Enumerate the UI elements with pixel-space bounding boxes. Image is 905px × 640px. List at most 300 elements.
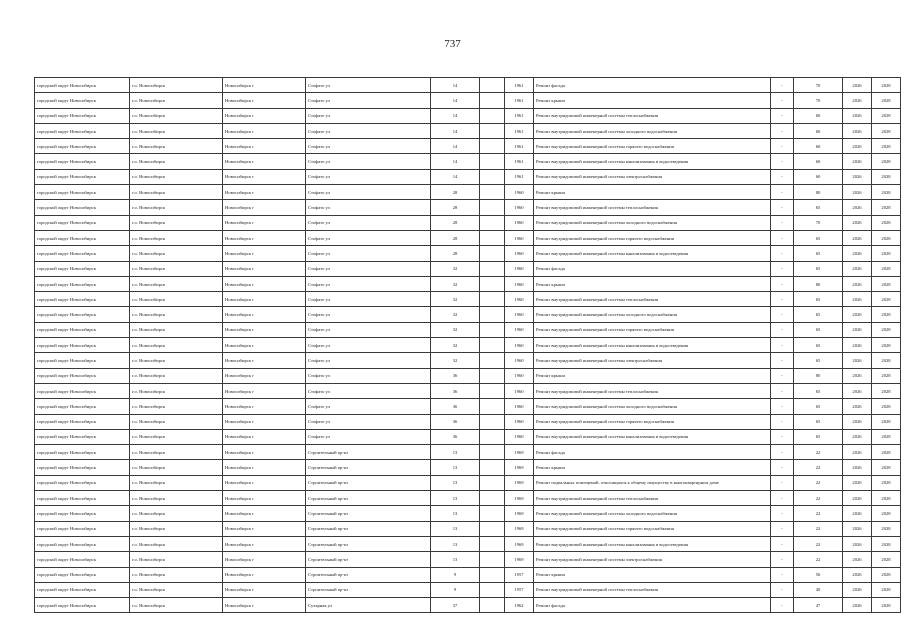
cell-settlement: Новосибирск г [223, 215, 306, 230]
table-row [35, 307, 901, 322]
cell-work-type: Ремонт внутридомовой инженерной системы теплоснабжения [534, 582, 771, 597]
cell-okrug: городской округ Новосибирск [35, 582, 130, 597]
cell-okrug: городской округ Новосибирск [35, 445, 130, 460]
cell-work-type: Ремонт крыши [534, 368, 771, 383]
cell-letter [480, 169, 505, 184]
cell-work-type: Ремонт крыши [534, 276, 771, 291]
cell-wear-percent: 65 [794, 292, 843, 307]
cell-okrug: городской округ Новосибирск [35, 123, 130, 138]
cell-settlement: Новосибирск г [223, 78, 306, 93]
cell-work-type: Ремонт внутридомовой инженерной системы горячего водоснабжения [534, 521, 771, 536]
cell-wear-percent: 65 [794, 261, 843, 276]
cell-build-year: 1957 [505, 567, 534, 582]
cell-street: Стофато ул [306, 123, 431, 138]
cell-street: Сухарная ул [306, 598, 431, 613]
cell-end-year: 2028 [872, 429, 901, 444]
cell-work-type: Ремонт крыши [534, 185, 771, 200]
cell-settlement: Новосибирск г [223, 322, 306, 337]
table-row [35, 246, 901, 261]
cell-city-district: г.о. Новосибирск [130, 399, 223, 414]
cell-okrug: городской округ Новосибирск [35, 322, 130, 337]
cell-dash: - [771, 506, 794, 521]
cell-okrug: городской округ Новосибирск [35, 491, 130, 506]
cell-settlement: Новосибирск г [223, 521, 306, 536]
cell-city-district: г.о. Новосибирск [130, 276, 223, 291]
cell-settlement: Новосибирск г [223, 552, 306, 567]
cell-letter [480, 123, 505, 138]
cell-start-year: 2026 [843, 598, 872, 613]
cell-settlement: Новосибирск г [223, 414, 306, 429]
cell-okrug: городской округ Новосибирск [35, 383, 130, 398]
table-row [35, 154, 901, 169]
cell-house-number: 14 [431, 139, 480, 154]
cell-work-type: Ремонт внутридомовой инженерной системы холодного водоснабжения [534, 123, 771, 138]
cell-house-number: 13 [431, 445, 480, 460]
cell-end-year: 2028 [872, 414, 901, 429]
cell-build-year: 1960 [505, 383, 534, 398]
cell-end-year: 2028 [872, 506, 901, 521]
table-row [35, 215, 901, 230]
cell-dash: - [771, 598, 794, 613]
cell-work-type: Ремонт внутридомовой инженерной системы канализования и водоотведения [534, 536, 771, 551]
cell-work-type: Ремонт фасада [534, 445, 771, 460]
cell-street: Стофато ул [306, 429, 431, 444]
cell-house-number: 28 [431, 185, 480, 200]
cell-end-year: 2028 [872, 169, 901, 184]
cell-okrug: городской округ Новосибирск [35, 108, 130, 123]
cell-settlement: Новосибирск г [223, 108, 306, 123]
cell-end-year: 2028 [872, 353, 901, 368]
cell-letter [480, 582, 505, 597]
cell-okrug: городской округ Новосибирск [35, 215, 130, 230]
cell-letter [480, 185, 505, 200]
cell-okrug: городской округ Новосибирск [35, 429, 130, 444]
table-row [35, 292, 901, 307]
cell-city-district: г.о. Новосибирск [130, 154, 223, 169]
cell-city-district: г.о. Новосибирск [130, 368, 223, 383]
cell-dash: - [771, 139, 794, 154]
cell-settlement: Новосибирск г [223, 93, 306, 108]
table-row [35, 185, 901, 200]
cell-end-year: 2028 [872, 491, 901, 506]
cell-wear-percent: 60 [794, 169, 843, 184]
table-row [35, 139, 901, 154]
table-row [35, 230, 901, 245]
cell-city-district: г.о. Новосибирск [130, 460, 223, 475]
table-row [35, 567, 901, 582]
table-row [35, 200, 901, 215]
cell-wear-percent: 60 [794, 123, 843, 138]
cell-street: Строительный пр-кт [306, 491, 431, 506]
cell-city-district: г.о. Новосибирск [130, 506, 223, 521]
cell-wear-percent: 65 [794, 322, 843, 337]
cell-street: Стофато ул [306, 215, 431, 230]
cell-work-type: Ремонт внутридомовой инженерной системы теплоснабжения [534, 383, 771, 398]
cell-dash: - [771, 552, 794, 567]
cell-wear-percent: 70 [794, 78, 843, 93]
cell-settlement: Новосибирск г [223, 230, 306, 245]
cell-letter [480, 353, 505, 368]
cell-dash: - [771, 215, 794, 230]
cell-okrug: городской округ Новосибирск [35, 368, 130, 383]
cell-start-year: 2026 [843, 521, 872, 536]
cell-okrug: городской округ Новосибирск [35, 78, 130, 93]
cell-settlement: Новосибирск г [223, 139, 306, 154]
cell-city-district: г.о. Новосибирск [130, 322, 223, 337]
cell-work-type: Ремонт внутридомовой инженерной системы горячего водоснабжения [534, 230, 771, 245]
cell-work-type: Ремонт внутридомовой инженерной системы канализования и водоотведения [534, 429, 771, 444]
cell-wear-percent: 65 [794, 246, 843, 261]
cell-end-year: 2028 [872, 460, 901, 475]
cell-wear-percent: 56 [794, 567, 843, 582]
cell-settlement: Новосибирск г [223, 383, 306, 398]
cell-letter [480, 139, 505, 154]
cell-wear-percent: 65 [794, 399, 843, 414]
cell-okrug: городской округ Новосибирск [35, 93, 130, 108]
cell-wear-percent: 65 [794, 230, 843, 245]
cell-wear-percent: 22 [794, 536, 843, 551]
cell-settlement: Новосибирск г [223, 399, 306, 414]
cell-wear-percent: 22 [794, 506, 843, 521]
cell-build-year: 1961 [505, 123, 534, 138]
cell-dash: - [771, 475, 794, 490]
cell-dash: - [771, 93, 794, 108]
cell-end-year: 2028 [872, 276, 901, 291]
cell-street: Стофато ул [306, 414, 431, 429]
cell-dash: - [771, 261, 794, 276]
cell-street: Стофато ул [306, 78, 431, 93]
cell-street: Стофато ул [306, 261, 431, 276]
cell-okrug: городской округ Новосибирск [35, 246, 130, 261]
cell-build-year: 1969 [505, 521, 534, 536]
cell-house-number: 13 [431, 552, 480, 567]
cell-end-year: 2028 [872, 475, 901, 490]
cell-okrug: городской округ Новосибирск [35, 552, 130, 567]
cell-build-year: 1960 [505, 307, 534, 322]
cell-dash: - [771, 338, 794, 353]
cell-work-type: Ремонт внутридомовой инженерной системы канализования и водоотведения [534, 338, 771, 353]
cell-build-year: 1961 [505, 108, 534, 123]
cell-house-number: 37 [431, 598, 480, 613]
cell-build-year: 1961 [505, 78, 534, 93]
cell-city-district: г.о. Новосибирск [130, 521, 223, 536]
cell-house-number: 32 [431, 353, 480, 368]
cell-street: Строительный пр-кт [306, 552, 431, 567]
cell-end-year: 2028 [872, 261, 901, 276]
cell-house-number: 13 [431, 475, 480, 490]
cell-build-year: 1960 [505, 322, 534, 337]
cell-end-year: 2028 [872, 123, 901, 138]
table-row [35, 276, 901, 291]
cell-city-district: г.о. Новосибирск [130, 338, 223, 353]
cell-city-district: г.о. Новосибирск [130, 429, 223, 444]
table-row [35, 169, 901, 184]
cell-end-year: 2028 [872, 246, 901, 261]
cell-build-year: 1960 [505, 368, 534, 383]
cell-letter [480, 445, 505, 460]
cell-wear-percent: 65 [794, 383, 843, 398]
cell-start-year: 2026 [843, 322, 872, 337]
table-body [35, 78, 901, 613]
cell-end-year: 2028 [872, 383, 901, 398]
cell-street: Стофато ул [306, 399, 431, 414]
cell-end-year: 2028 [872, 230, 901, 245]
cell-letter [480, 429, 505, 444]
cell-city-district: г.о. Новосибирск [130, 93, 223, 108]
cell-house-number: 36 [431, 383, 480, 398]
table-row [35, 445, 901, 460]
cell-letter [480, 108, 505, 123]
cell-build-year: 1960 [505, 276, 534, 291]
cell-city-district: г.о. Новосибирск [130, 139, 223, 154]
cell-okrug: городской округ Новосибирск [35, 521, 130, 536]
table-row [35, 475, 901, 490]
cell-build-year: 1961 [505, 93, 534, 108]
cell-okrug: городской округ Новосибирск [35, 230, 130, 245]
cell-dash: - [771, 169, 794, 184]
cell-street: Стофато ул [306, 322, 431, 337]
cell-okrug: городской округ Новосибирск [35, 154, 130, 169]
cell-start-year: 2026 [843, 368, 872, 383]
cell-settlement: Новосибирск г [223, 261, 306, 276]
cell-settlement: Новосибирск г [223, 292, 306, 307]
cell-letter [480, 307, 505, 322]
cell-house-number: 14 [431, 169, 480, 184]
cell-build-year: 1960 [505, 292, 534, 307]
cell-dash: - [771, 322, 794, 337]
cell-dash: - [771, 521, 794, 536]
cell-wear-percent: 80 [794, 185, 843, 200]
cell-start-year: 2026 [843, 261, 872, 276]
cell-street: Стофато ул [306, 292, 431, 307]
cell-street: Стофато ул [306, 200, 431, 215]
cell-build-year: 1961 [505, 169, 534, 184]
cell-letter [480, 552, 505, 567]
cell-end-year: 2028 [872, 78, 901, 93]
cell-letter [480, 521, 505, 536]
cell-street: Стофато ул [306, 338, 431, 353]
cell-house-number: 32 [431, 338, 480, 353]
cell-dash: - [771, 582, 794, 597]
cell-letter [480, 78, 505, 93]
cell-work-type: Ремонт внутридомовой инженерной системы холодного водоснабжения [534, 307, 771, 322]
cell-dash: - [771, 307, 794, 322]
table-row [35, 506, 901, 521]
table-row [35, 582, 901, 597]
cell-settlement: Новосибирск г [223, 307, 306, 322]
repair-schedule-table [34, 77, 901, 613]
cell-end-year: 2028 [872, 139, 901, 154]
table-row [35, 261, 901, 276]
cell-build-year: 1957 [505, 582, 534, 597]
cell-work-type: Ремонт внутридомовой инженерной системы теплоснабжения [534, 200, 771, 215]
cell-city-district: г.о. Новосибирск [130, 169, 223, 184]
cell-work-type: Ремонт внутридомовой инженерной системы теплоснабжения [534, 292, 771, 307]
cell-start-year: 2026 [843, 215, 872, 230]
cell-settlement: Новосибирск г [223, 491, 306, 506]
cell-city-district: г.о. Новосибирск [130, 215, 223, 230]
cell-settlement: Новосибирск г [223, 353, 306, 368]
cell-work-type: Ремонт внутридомовой инженерной системы горячего водоснабжения [534, 322, 771, 337]
cell-house-number: 36 [431, 429, 480, 444]
cell-okrug: городской округ Новосибирск [35, 185, 130, 200]
cell-wear-percent: 65 [794, 414, 843, 429]
cell-letter [480, 368, 505, 383]
cell-wear-percent: 65 [794, 307, 843, 322]
cell-work-type: Ремонт крыши [534, 567, 771, 582]
cell-city-district: г.о. Новосибирск [130, 445, 223, 460]
cell-street: Стофато ул [306, 139, 431, 154]
cell-build-year: 1969 [505, 536, 534, 551]
cell-start-year: 2026 [843, 185, 872, 200]
cell-start-year: 2026 [843, 567, 872, 582]
cell-start-year: 2026 [843, 445, 872, 460]
cell-settlement: Новосибирск г [223, 582, 306, 597]
cell-okrug: городской округ Новосибирск [35, 169, 130, 184]
cell-house-number: 9 [431, 567, 480, 582]
cell-start-year: 2026 [843, 169, 872, 184]
table-row [35, 399, 901, 414]
cell-build-year: 1960 [505, 230, 534, 245]
cell-end-year: 2028 [872, 307, 901, 322]
cell-letter [480, 292, 505, 307]
table-row [35, 368, 901, 383]
cell-work-type: Ремонт фасада [534, 261, 771, 276]
cell-city-district: г.о. Новосибирск [130, 230, 223, 245]
cell-build-year: 1969 [505, 445, 534, 460]
cell-build-year: 1969 [505, 506, 534, 521]
cell-street: Стофато ул [306, 185, 431, 200]
cell-street: Стофато ул [306, 93, 431, 108]
cell-work-type: Ремонт внутридомовой инженерной системы канализования и водоотведения [534, 154, 771, 169]
cell-letter [480, 399, 505, 414]
cell-settlement: Новосибирск г [223, 475, 306, 490]
cell-letter [480, 506, 505, 521]
cell-settlement: Новосибирск г [223, 276, 306, 291]
cell-settlement: Новосибирск г [223, 536, 306, 551]
cell-letter [480, 93, 505, 108]
cell-city-district: г.о. Новосибирск [130, 123, 223, 138]
cell-dash: - [771, 353, 794, 368]
cell-start-year: 2026 [843, 460, 872, 475]
cell-work-type: Ремонт внутридомовой инженерной системы холодного водоснабжения [534, 399, 771, 414]
cell-street: Строительный пр-кт [306, 506, 431, 521]
cell-city-district: г.о. Новосибирск [130, 383, 223, 398]
cell-end-year: 2028 [872, 368, 901, 383]
cell-city-district: г.о. Новосибирск [130, 353, 223, 368]
cell-work-type: Ремонт внутридомовой инженерной системы теплоснабжения [534, 491, 771, 506]
cell-start-year: 2026 [843, 108, 872, 123]
cell-end-year: 2028 [872, 445, 901, 460]
cell-house-number: 28 [431, 246, 480, 261]
cell-house-number: 32 [431, 322, 480, 337]
cell-house-number: 14 [431, 154, 480, 169]
cell-settlement: Новосибирск г [223, 506, 306, 521]
cell-start-year: 2026 [843, 552, 872, 567]
table-row [35, 123, 901, 138]
cell-start-year: 2026 [843, 78, 872, 93]
cell-city-district: г.о. Новосибирск [130, 292, 223, 307]
cell-letter [480, 567, 505, 582]
cell-city-district: г.о. Новосибирск [130, 536, 223, 551]
table-row [35, 338, 901, 353]
cell-start-year: 2026 [843, 93, 872, 108]
cell-start-year: 2026 [843, 429, 872, 444]
cell-house-number: 36 [431, 399, 480, 414]
cell-build-year: 1969 [505, 475, 534, 490]
cell-build-year: 1969 [505, 552, 534, 567]
cell-end-year: 2028 [872, 154, 901, 169]
cell-okrug: городской округ Новосибирск [35, 399, 130, 414]
cell-letter [480, 460, 505, 475]
cell-letter [480, 414, 505, 429]
cell-dash: - [771, 567, 794, 582]
cell-dash: - [771, 123, 794, 138]
cell-dash: - [771, 368, 794, 383]
cell-okrug: городской округ Новосибирск [35, 338, 130, 353]
cell-wear-percent: 65 [794, 338, 843, 353]
table-row [35, 353, 901, 368]
cell-wear-percent: 65 [794, 429, 843, 444]
cell-okrug: городской округ Новосибирск [35, 139, 130, 154]
cell-city-district: г.о. Новосибирск [130, 246, 223, 261]
cell-house-number: 32 [431, 261, 480, 276]
table-row [35, 536, 901, 551]
cell-house-number: 36 [431, 414, 480, 429]
cell-house-number: 32 [431, 307, 480, 322]
cell-okrug: городской округ Новосибирск [35, 414, 130, 429]
cell-house-number: 28 [431, 230, 480, 245]
cell-build-year: 1961 [505, 154, 534, 169]
cell-wear-percent: 80 [794, 368, 843, 383]
cell-start-year: 2026 [843, 399, 872, 414]
table-row [35, 78, 901, 93]
cell-start-year: 2026 [843, 475, 872, 490]
cell-work-type: Ремонт крыши [534, 93, 771, 108]
cell-house-number: 14 [431, 78, 480, 93]
cell-house-number: 13 [431, 521, 480, 536]
cell-wear-percent: 22 [794, 552, 843, 567]
cell-work-type: Ремонт внутридомовой инженерной системы теплоснабжения [534, 108, 771, 123]
cell-wear-percent: 22 [794, 445, 843, 460]
cell-house-number: 13 [431, 536, 480, 551]
cell-work-type: Ремонт внутридомовой инженерной системы электроснабжения [534, 169, 771, 184]
cell-street: Строительный пр-кт [306, 460, 431, 475]
cell-work-type: Ремонт внутридомовой инженерной системы электроснабжения [534, 552, 771, 567]
cell-street: Стофато ул [306, 154, 431, 169]
cell-build-year: 1960 [505, 429, 534, 444]
cell-end-year: 2028 [872, 338, 901, 353]
table-row [35, 491, 901, 506]
cell-letter [480, 338, 505, 353]
table-row [35, 108, 901, 123]
cell-dash: - [771, 200, 794, 215]
cell-dash: - [771, 185, 794, 200]
cell-start-year: 2026 [843, 230, 872, 245]
cell-letter [480, 276, 505, 291]
table-row [35, 322, 901, 337]
cell-work-type: Ремонт фасада [534, 598, 771, 613]
cell-street: Стофато ул [306, 246, 431, 261]
cell-dash: - [771, 246, 794, 261]
cell-letter [480, 536, 505, 551]
cell-settlement: Новосибирск г [223, 567, 306, 582]
cell-build-year: 1960 [505, 414, 534, 429]
cell-settlement: Новосибирск г [223, 460, 306, 475]
cell-dash: - [771, 414, 794, 429]
table-row [35, 460, 901, 475]
cell-letter [480, 475, 505, 490]
